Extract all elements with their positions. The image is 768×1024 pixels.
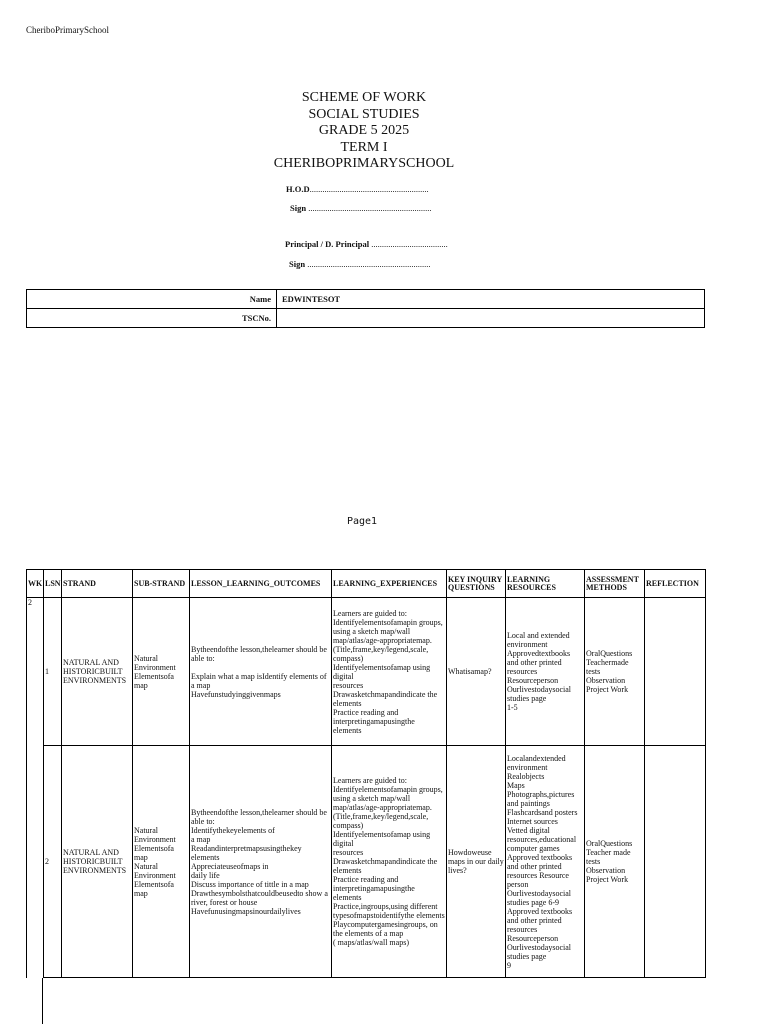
sub-strand-cell: Natural Environment Elementsofa map — [133, 598, 190, 746]
assessment-cell: OralQuestions Teachermade tests Observation Project Work — [585, 598, 645, 746]
col-header-sub-strand: SUB-STRAND — [133, 570, 190, 598]
principal-label: Principal / D. Principal — [285, 239, 370, 249]
questions-cell: Howdoweuse maps in our daily lives? — [447, 746, 506, 978]
outcomes-cell: Bytheendofthe lesson,thelearner should be able to: Explain what a map isIdentify elements of a map Havefunstudyinggivenmaps — [190, 598, 332, 746]
sign-label: Sign — [289, 259, 306, 269]
principal-signature-line — [285, 239, 448, 249]
table-row — [27, 598, 706, 746]
title-line: SOCIAL STUDIES — [308, 106, 420, 122]
tsc-row — [27, 309, 705, 328]
strand-cell: NATURAL AND HISTORICBUILT ENVIRONMENTS — [62, 598, 133, 746]
name-value: EDWINTESOT — [277, 290, 705, 309]
sign-dots: .......................................................... — [308, 203, 432, 213]
col-header-wk: WK — [27, 570, 44, 598]
resources-cell: Local and extended environment Approvedtextbooks and other printed resources Resourceperson Ourlivestodaysocial studies page 1-5 — [506, 598, 585, 746]
title-line: GRADE 5 2025 — [318, 123, 410, 138]
col-header-reflection: REFLECTION — [645, 570, 706, 598]
col-header-assessment: ASSESSMENT METHODS — [585, 570, 645, 598]
name-row — [27, 290, 705, 309]
hod-signature-line — [286, 184, 429, 194]
table-header-row — [27, 570, 706, 598]
sign-line-2 — [289, 259, 430, 269]
col-header-experiences: LEARNING_EXPERIENCES — [332, 570, 447, 598]
questions-cell: Whatisamap? — [447, 598, 506, 746]
school-header: CheriboPrimarySchool — [26, 25, 109, 35]
hod-label: H.O.D — [286, 184, 310, 194]
tsc-label: TSCNo. — [27, 309, 277, 328]
sign-dots: .......................................................... — [307, 259, 431, 269]
resources-cell: Localandextended environment Realobjects Maps Photographs,pictures and paintings Flashcardsand posters Internet sources Vetted digital resources,educational computer games Approved textbooks and other printed resources Resource person Ourlivestodaysocial studies page 6-9 Approved textbooks and other printed resources Resourceperson Ourlivestodaysocial studies page 9 — [506, 746, 585, 978]
principal-dots: .................................... — [371, 239, 448, 249]
outcomes-cell: Bytheendofthe lesson,thelearner should be able to: Identifythekeyelements of a map Readandinterpretmapsusingthekey elements Appreciateuseofmaps in daily life Discuss importance of tittle in a map Drawthesymbolsthatcouldbeusedto show a river, forest or house Havefunusingmapsinourdailylives — [190, 746, 332, 978]
col-header-strand: STRAND — [62, 570, 133, 598]
week-cell: 2 — [27, 598, 44, 978]
reflection-cell — [645, 598, 706, 746]
col-header-lsn: LSN — [44, 570, 62, 598]
tsc-value — [277, 309, 705, 328]
lesson-number: 1 — [44, 598, 62, 746]
reflection-cell — [645, 746, 706, 978]
sub-strand-cell: Natural Environment Elementsofa map Natural Environment Elementsofa map — [133, 746, 190, 978]
lesson-number: 2 — [44, 746, 62, 978]
title-line: SCHEME OF WORK — [301, 90, 427, 105]
col-header-questions: KEY INQUIRY QUESTIONS — [447, 570, 506, 598]
title-line: CHERIBOPRIMARYSCHOOL — [273, 156, 455, 171]
hod-dots: ........................................................ — [309, 184, 429, 194]
col-header-resources: LEARNING RESOURCES — [506, 570, 585, 598]
table-continuation-line — [42, 978, 43, 1024]
assessment-cell: OralQuestions Teacher made tests Observation Project Work — [585, 746, 645, 978]
scheme-of-work-table — [26, 569, 706, 978]
col-header-outcomes: LESSON_LEARNING_OUTCOMES — [190, 570, 332, 598]
experiences-cell: Learners are guided to: Identifyelementsofamapin groups, using a sketch map/wall map/atlas/age-appropriatemap.(Title,frame,key/legend,scale, compass) Identifyelementsofamap using digital resources Drawasketchmapandindicate the elements Practice reading and interpretingamapusingthe elements Practice,ingroups,using different typesofmapstoidentifythe elements Playcomputergamesingroups, on the elements of a map ( maps/atlas/wall maps) — [332, 746, 447, 978]
experiences-cell: Learners are guided to: Identifyelementsofamapin groups, using a sketch map/wall map/atlas/age-appropriatemap.(Title,frame,key/legend,scale, compass) Identifyelementsofamap using digital resources Drawasketchmapandindicate the elements Practice reading and interpretingamapusingthe elements — [332, 598, 447, 746]
strand-cell: NATURAL AND HISTORICBUILT ENVIRONMENTS — [62, 746, 133, 978]
teacher-info-table — [26, 289, 705, 328]
page-label: Page1 — [346, 516, 378, 527]
document-title — [0, 90, 728, 173]
sign-label: Sign — [290, 203, 307, 213]
table-row — [27, 746, 706, 978]
name-label: Name — [27, 290, 277, 309]
title-line: TERM I — [340, 139, 388, 155]
sign-line-1 — [290, 203, 431, 213]
